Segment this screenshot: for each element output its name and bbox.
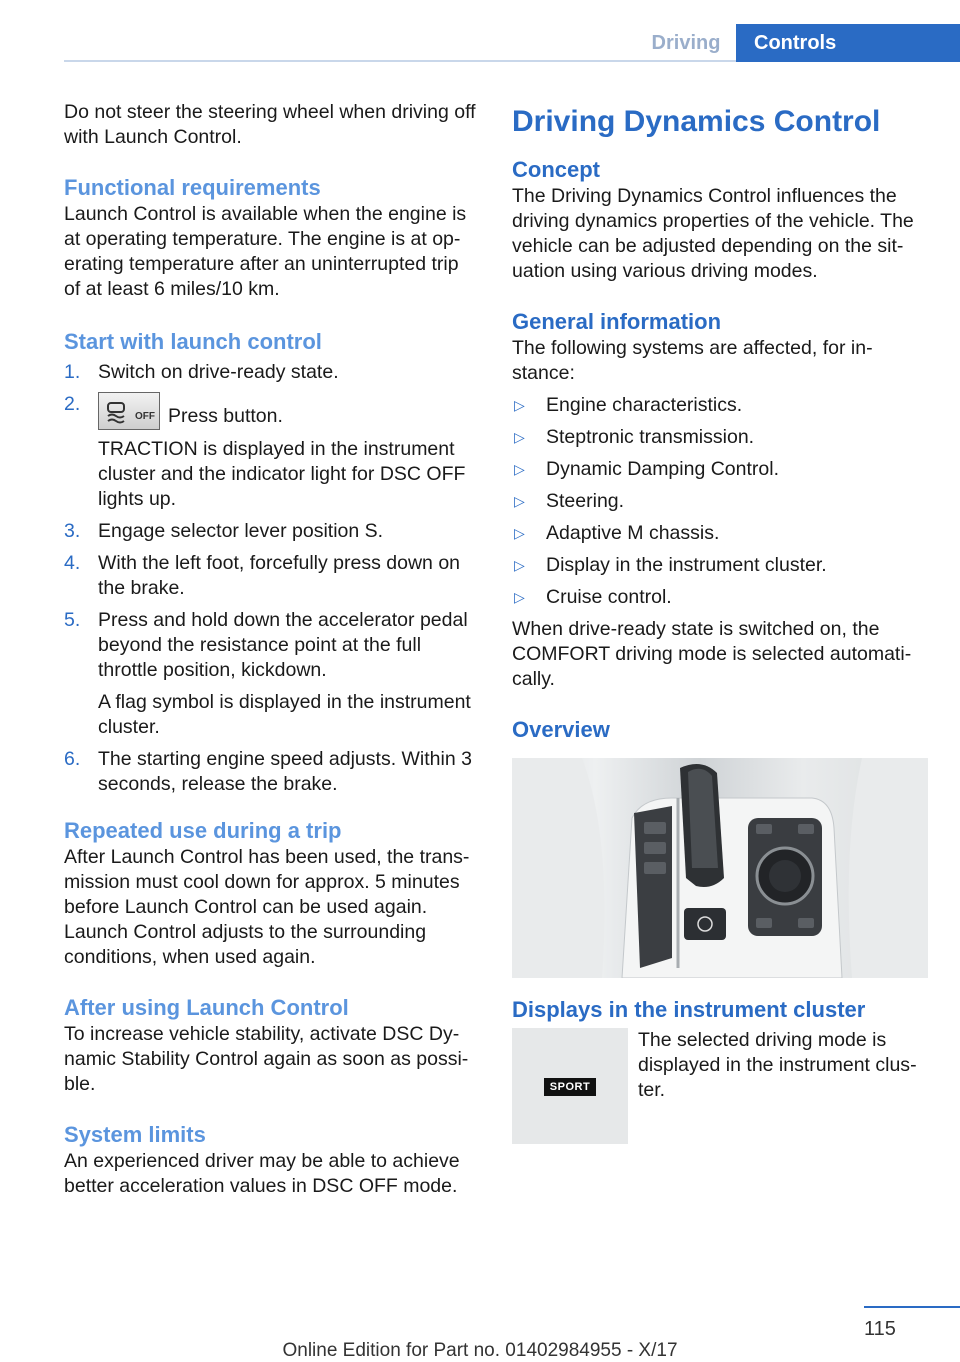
edition-footer: Online Edition for Part no. 01402984955 - X/17: [282, 1340, 678, 1361]
overview-heading: Overview: [512, 717, 610, 742]
right-column: [512, 100, 928, 1144]
center-console-photo: [512, 758, 928, 978]
triangle-bullet-icon: ▷: [514, 493, 525, 509]
functional-requirements-heading: Functional requirements: [64, 175, 321, 200]
list-item: ▷ Steering.: [514, 490, 625, 512]
list-item: ▷ Dynamic Damping Control.: [514, 458, 780, 480]
triangle-bullet-icon: ▷: [514, 397, 525, 413]
list-item: 1. Switch on drive-ready state.: [64, 361, 339, 383]
list-item: ▷ Engine characteristics.: [514, 394, 743, 416]
list-item: ▷ Adaptive M chassis.: [514, 522, 720, 544]
footer-rule: [864, 1306, 960, 1308]
triangle-bullet-icon: ▷: [514, 525, 525, 541]
traction-control-button-icon: OFF: [98, 392, 160, 430]
affected-systems-list: [512, 393, 928, 610]
triangle-bullet-icon: ▷: [514, 557, 525, 573]
concept-heading: Concept: [512, 157, 600, 182]
cluster-display-row: [512, 1028, 928, 1144]
repeated-use-heading: Repeated use during a trip: [64, 818, 342, 843]
triangle-bullet-icon: ▷: [514, 589, 525, 605]
triangle-bullet-icon: ▷: [514, 461, 525, 477]
after-launch-control-heading: After using Launch Control: [64, 995, 349, 1020]
concept-text: The Driving Dynamics Control influences the driving dynamics properties of the vehicle. The vehicle can be adjusted depending on the situation using various driving modes.: [512, 185, 914, 282]
list-item: ▷ Display in the instrument cluster.: [514, 554, 827, 576]
page-number: 115: [864, 1318, 896, 1340]
launch-steps-list: [64, 360, 480, 797]
triangle-bullet-icon: ▷: [514, 429, 525, 445]
comfort-mode-text: When drive-ready state is switched on, the COMFORT driving mode is selected automatically.: [512, 618, 912, 690]
start-launch-control-heading: Start with launch control: [64, 329, 322, 354]
sport-mode-display-image: [512, 1028, 628, 1144]
intro-text: Do not steer the steering wheel when driving off with Launch Control.: [64, 101, 476, 148]
list-item: 6. The starting engine speed adjusts. Within 3 seconds, release the brake.: [64, 748, 472, 795]
list-item: 4. With the left foot, forcefully press down on the brake.: [64, 552, 461, 599]
list-item: ▷ Steptronic transmission.: [514, 426, 755, 448]
list-item: 2. OFF Press button. TRACTION is displayed in the instrument cluster and the indicator light for DSC OFF lights up.: [64, 393, 466, 510]
driving-dynamics-heading: Driving Dynamics Control: [512, 105, 881, 138]
tab-controls[interactable]: Controls: [736, 24, 960, 62]
sport-mode-badge: SPORT: [544, 1078, 596, 1096]
repeated-use-text: After Launch Control has been used, the transmission must cool down for approx. 5 minutes before Launch Control can be used again. Launch Control adjusts to the surrounding conditions, when used again.: [64, 846, 470, 968]
instrument-cluster-displays-heading: Displays in the instrument cluster: [512, 997, 866, 1022]
list-item: ▷ Cruise control.: [514, 586, 672, 608]
left-column: [64, 100, 480, 1199]
list-item: 3. Engage selector lever position S.: [64, 520, 384, 542]
instrument-cluster-text: The selected driving mode is displayed in the instrument cluster.: [638, 1029, 917, 1101]
functional-requirements-text: Launch Control is available when the engine is at operating temperature. The engine is at operating temperature after an uninterrupted trip of at least 6 miles/10 km.: [64, 203, 467, 300]
tab-driving[interactable]: Driving: [651, 32, 721, 54]
list-item: 5. Press and hold down the accelerator pedal beyond the resistance point at the full throttle position, kickdown. A flag symbol is displayed in the instrument cluster.: [64, 609, 471, 738]
after-launch-control-text: To increase vehicle stability, activate DSC Dynamic Stability Control again as soon as possible.: [64, 1023, 469, 1095]
system-limits-text: An experienced driver may be able to achieve better acceleration values in DSC OFF mode.: [64, 1150, 460, 1197]
system-limits-heading: System limits: [64, 1122, 206, 1147]
general-information-heading: General information: [512, 309, 722, 334]
general-information-text: The following systems are affected, for instance:: [512, 337, 873, 384]
